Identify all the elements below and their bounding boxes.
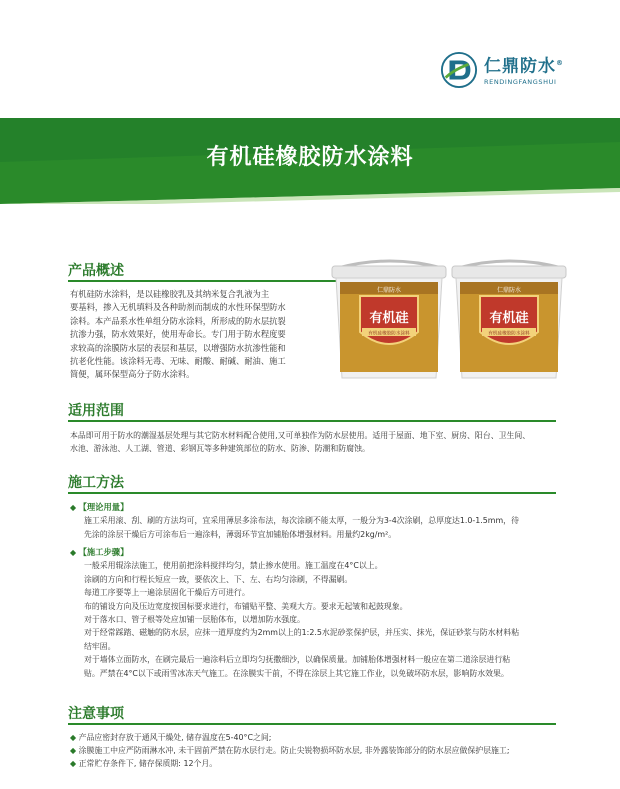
steps-label: 【施工步骤】	[78, 547, 129, 557]
method-usage: ◆ 【理论用量】 施工采用滚、刮、刷的方法均可，宜采用薄层多涂布法，每次涂刷不能太厚，一般分为3-4次涂刷，总厚度达1.0-1.5mm，待 先涂的涂层干燥后方可涂布后一遍涂料，薄弱环节宜加铺胎体增强材料。用量约2kg/m²。	[70, 502, 519, 539]
svg-text:仁鼎防水: 仁鼎防水	[496, 287, 522, 294]
section-scope-divider	[68, 420, 556, 422]
bullet-icon: ◆	[70, 733, 79, 742]
notes-item: ◆ 涂膜施工中应严防雨淋水冲, 未干固前严禁在防水层行走。防止尖锐物损坏防水层, 非外露装饰部分的防水层应做保护层施工;	[70, 746, 510, 755]
method-steps: ◆ 【施工步骤】 一般采用辊涂法施工，使用前把涂料搅拌均匀，禁止掺水使用。施工温度在4°C以上。 涂刷的方向和行程长短应一致，要依次上、下、左、右均匀涂刷，不得漏刷。 每道工序要等上一遍涂层固化干燥后方可进行。 布的铺设方向及压边宽度按国标要求进行，布铺贴平整、美观大方。要求无起皱和起鼓现象。 对于落水口、管子根等处应加铺一层胎体布，以增加防水强度。 对于经常踩踏、磁触的防水层，应抹一道厚度约为2mm以上的1:2.5水泥砂浆保护层，并压实、抹光，保证砂浆与防水材料粘 结牢固。 对于墙体立面防水，在刷完最后一遍涂料后立即均匀抚撒细沙，以确保质量。加铺胎体增强材料一般应在第二道涂层进行粘 贴。严禁在4°C以下或雨雪冰冻天气施工。在涂膜实干前，不得在涂层上其它施工作业，以免破坏防水层，影响防水效果。	[70, 547, 520, 678]
scope-text: 本品即可用于防水的潮湿基层处理与其它防水材料配合使用,又可单独作为防水层使用。适用于屋面、地下室、厨房、阳台、卫生间、 水池、游泳池、人工湖、管道、彩钢瓦等多种建筑部位的防水、防渗、防潮和防腐蚀。	[70, 431, 531, 454]
product-bucket-left	[332, 261, 446, 378]
section-notes-divider	[68, 723, 556, 725]
notes-item: ◆ 产品应密封存放于通风干燥处, 储存温度在5-40°C之间;	[70, 733, 272, 742]
bullet-icon: ◆	[70, 759, 79, 768]
section-overview-header	[68, 262, 124, 282]
brand-text	[484, 53, 564, 87]
section-overview-title: 产品概述	[68, 263, 124, 279]
section-scope-header	[68, 402, 124, 422]
section-overview-divider	[68, 280, 338, 282]
brand-registered: ®	[556, 59, 564, 68]
svg-text:仁鼎防水: 仁鼎防水	[376, 287, 402, 294]
notes-item: ◆ 正常贮存条件下, 储存保质期: 12个月。	[70, 759, 218, 768]
section-method-divider	[68, 492, 556, 494]
page-title: 有机硅橡胶防水涂料	[206, 145, 414, 170]
svg-text:有机硅橡胶防水涂料: 有机硅橡胶防水涂料	[488, 331, 530, 337]
bullet-icon: ◆	[70, 548, 79, 557]
svg-text:有机硅: 有机硅	[369, 311, 409, 326]
brand-name-en: RENDINGFANGSHUI	[484, 77, 557, 86]
product-buckets-image	[330, 252, 570, 382]
section-method-header	[68, 474, 124, 494]
bullet-icon: ◆	[70, 746, 79, 755]
section-notes-header	[68, 705, 124, 725]
bullet-icon: ◆	[70, 503, 79, 512]
brand-name-cn: 仁鼎防水	[484, 56, 556, 77]
section-scope-title: 适用范围	[68, 403, 124, 419]
svg-text:有机硅: 有机硅	[489, 311, 529, 326]
section-notes-title: 注意事项	[68, 706, 124, 722]
section-method-title: 施工方法	[68, 475, 124, 491]
product-bucket-right	[452, 261, 566, 378]
overview-text: 有机硅防水涂料，是以硅橡胶乳及其纳米复合乳液为主 要基料，掺入无机填料及各种助剂而制成的水性环保型防水 涂料。本产品系水性单组分防水涂料，所形成的防水层抗裂 抗渗力强，防水效果好，使用寿命长。专门用于防水程度要 求较高的涂膜防水层的表层和基层，以增强防水抗渗性能和 抗老化性能。该涂料无毒、无味、耐酸、耐碱、耐油、施工 简便，属环保型高分子防水涂料。	[70, 289, 286, 380]
brand-mark-icon	[440, 51, 478, 89]
usage-label: 【理论用量】	[78, 502, 129, 512]
brand-logo	[440, 48, 590, 92]
svg-text:有机硅橡胶防水涂料: 有机硅橡胶防水涂料	[368, 331, 410, 337]
